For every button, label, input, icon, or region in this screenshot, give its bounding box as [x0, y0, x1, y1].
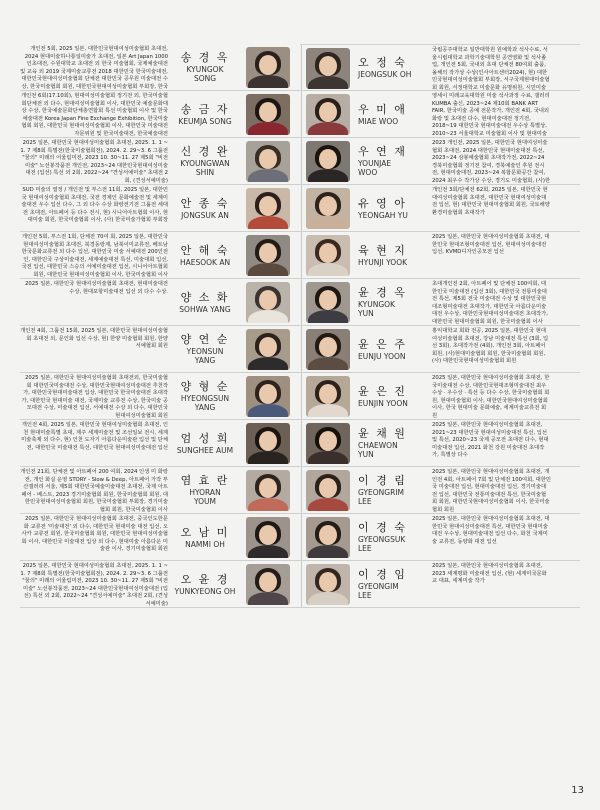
artist-english-name: KEUMJA SONG [178, 116, 232, 126]
artist-portrait [306, 564, 350, 605]
portrait-face [319, 196, 337, 216]
artist-bio: 2025 일본, 대한민국 현대여성미술협회 초대전, 중국인도한문화 교류전 '미술대전' 외 다수, 대한민국 현대미술 대전 입선, 오사카 교류전 회원, 한국미술협회 회원, 대한민국 현대여성미술협회 이사, 대한민국 미술대전 입상 외 다수, 현대미술 아름다운 미술관 이사, 경기미술협회 회원 [21, 516, 168, 553]
artist-name-block [170, 420, 240, 466]
portrait-face [259, 337, 277, 357]
artist-bio: 2025 일본, 대한민국 현대여성미술협회 초대전, 2023 세계평화 미술대전 입선, (현) 세계미국문화교 대표, 세계미술 작가 [432, 563, 547, 585]
artist-bio: 개인전 6회(17.10회), 현대여성미술협회 정기전 외, 한국미술협회단체전 외 다수, 현대여성미술협회 이사, 대한민국 예술문화대상 수상, 한국예술문화단체총연합회 특선 미술협회 이사 및 한국예술대전 Korea Japan Fine Exchange Exhibition, 한국미술협회 회원, 대한민국 현대여성미술협회 이사, 대한민국 미술대전 자문위원 및 한국미술대전, 한국예술대전 [20, 93, 168, 137]
artist-bio: 개인전 5회, 부스전 1회, 단체전 70여 회, 2025 일본, 대한민국 현대여성미술협회 초대전, 북경동랑제, 남북이미교류전, 베트남한국문화교류전 외 다수 입선, 대한민국 미술 서예대전 200인전인, 대한민국 구상미술대전, 세계예술대전 특선, 미술대회 입선, 국전 입선, 대한민국 스승의 서예미술대전 입선, 시니어아트협회 회원, 대한민국 현대여성미술협회 이사, 한국미술협회 이사 [21, 234, 168, 278]
portrait-body [308, 498, 348, 511]
artist-korean-name: 윤 은 진 [358, 384, 407, 398]
portrait-body [248, 263, 288, 276]
artist-korean-name: 유 영 아 [358, 196, 407, 210]
artist-bio: 2025 일본, 대한민국 현대여성미술협회 초대전, 현대미술대전 수상, 현대포항미술대전 입선 외 다수 수상. [25, 281, 168, 295]
artist-english-name: MIAE WOO [358, 116, 399, 126]
artist-bio: 2025 일본, 대한민국 현대여성미술협회 초대전, 2025. 1. 1 ~ 1. 7 제8회 특별전(한국미술협회전), 2024. 2. 29~3. 6 그룹전 "꿈의" 미래의 어울림미전, 2023 10. 30~11. 27 제5회 "비전미술" 노선봉작품전 개인전, 2023~24 대한민국현대여성미술대전 (입선) 특선 외 2회, 2022~24 "견성서예미술" 초대전 2회, (견성서예미술) [20, 140, 168, 184]
portrait-face [319, 525, 337, 545]
artist-name-block [170, 514, 240, 560]
artist-bio: 홍익대학교 회화 전공, 2025 일본, 대한민국 현대여성미술협회 초대전, 강남 미술대전 특선 (3회, 입선 3회), 초대작가전 (4회), 개인전 3회, 아트페어 회원, (사)현대미술협회 회원, 한국미술협회 회원, (사) 대한민국현대여성미술협회 회원 [432, 328, 549, 365]
artist-portrait [246, 329, 290, 370]
portrait-face [319, 56, 337, 76]
artist-entry [20, 514, 300, 561]
portrait-face [319, 149, 337, 169]
artist-entry [20, 467, 300, 514]
artist-portrait [306, 94, 350, 135]
artist-portrait [306, 329, 350, 370]
artist-name-block [356, 279, 428, 325]
artist-entry [300, 326, 580, 373]
artist-entry [300, 467, 580, 514]
artist-entry [300, 279, 580, 326]
artist-english-name: CHAEWON YUN [358, 441, 398, 459]
artist-bio: 초대개인전 2회, 아트페어 및 단체전 100여회, 대한민국 미술대전 (입선 3회), 대한민국 전통미술대전 특선, 제5회 전국 미술대전 수상 및 대한민국현대조형미술대전 초대작가, 대한민국 아름다운미술대전 우수상, 대한민국현대여성미술대전 초대작가, 대한민국 현대미술협회 회원, 한국미술협회 이사 [432, 281, 548, 325]
artist-entry [20, 185, 300, 232]
artist-english-name: HYUNJI YOOK [358, 257, 408, 267]
portrait-face [259, 196, 277, 216]
artist-english-name: HYEONGSUN YANG [180, 394, 230, 412]
portrait-body [248, 404, 288, 417]
artist-entry [20, 91, 300, 138]
artist-entry [300, 91, 580, 138]
artist-portrait [246, 517, 290, 558]
artist-english-name: EUNJIN YOON [358, 398, 408, 408]
artist-portrait [246, 376, 290, 417]
artist-portrait [246, 47, 290, 88]
artist-name-block [170, 138, 240, 184]
artist-bio: 2023 개인전, 2025 일본, 대한민국 현대여성미술협회 초대전, 2024 대한민국 현대미술대전 특선, 2023~24 삼봉예술협회 초대작가전, 2022~24 경북미술협회 정기전 참여, 경북예술인 후원 전시전, 현대미술대전, 2023~24 복합문화공간 참여, 2024 최우수 작가상 수상, 경기도 미술협회, (사)한 [432, 140, 551, 184]
portrait-face [259, 478, 277, 498]
artist-entry [20, 561, 300, 608]
artist-name-block [356, 138, 428, 184]
artist-portrait [246, 564, 290, 605]
artist-english-name: GYEONGSUK LEE [358, 535, 406, 553]
artist-english-name: KYOUNGWAN SHIN [180, 159, 230, 177]
portrait-body [248, 75, 288, 88]
artist-name-block [356, 373, 428, 419]
portrait-face [319, 102, 337, 122]
artist-name-block [356, 232, 428, 278]
portrait-face [319, 243, 337, 263]
artist-korean-name: 우 미 애 [358, 102, 407, 116]
artist-korean-name: 엄 성 희 [180, 431, 230, 445]
artist-entry [300, 514, 580, 561]
artist-portrait [246, 423, 290, 464]
artist-portrait [246, 188, 290, 229]
artist-korean-name: 이 경 림 [358, 474, 407, 487]
portrait-body [308, 451, 348, 464]
portrait-body [248, 310, 288, 323]
artist-name-block [356, 91, 428, 137]
artist-entry [300, 185, 580, 232]
artist-english-name: KYUNGOK SONG [186, 65, 224, 83]
artist-name-block [356, 326, 428, 372]
artist-entry [20, 326, 300, 373]
artist-korean-name: 송 금 자 [180, 102, 230, 116]
artist-bio: 2025 일본, 대한민국 현대여성미술협회 초대전, 한국미술대전 수상, 대한민국현대조형미술대전 최우수상 · 우수상 · 특선 등 다수 수상, 한국미술협회 회원, 현대미술협회 이사, 대한민국현대여성미술협회 이사, 한국 현대미술 문화예술, 세계미술교류전 회원 [432, 375, 550, 419]
artist-portrait [246, 141, 290, 182]
portrait-body [308, 545, 348, 558]
portrait-body [308, 169, 348, 182]
artist-name-block [170, 232, 240, 278]
artist-bio: 2025 일본, 대한민국 현대여성미술협회 초대전, 2025. 1. 1 ~ 1. 7 제8회 특별전(한국미술협회전), 2024. 2. 29~3. 6 그룹전 "꿈의" 미래의 어울림미전, 2023 10. 30~11. 27 제5회 "비전미술" 노선봉작품전, 2023~24 대한민국현대여성미술대전 (입선) 특선 외 2회, 2022~24 "견성서예미술" 초대전 2회, (견성서예미술) [20, 563, 168, 607]
artist-korean-name: 양 소 화 [180, 290, 230, 304]
artist-bio: 2025 일본, 대한민국 현대여성미술협회 초대전외, 한국미술협회 대한민국미술대전 수상, 대한민국현대여성미술대전 추천작가, 대한민국현대미술대전 입상, 대한민국 한국미술대전 초대작가, 대한민국 현대미술 대전, 국제미술 교류전 수상, 한국미술 공모대전 수상, 미술대전 입선, 서예대전 수상 외 다수, 대한민국 현대여성미술협회 회원 [21, 375, 168, 419]
artist-english-name: YEONGAH YU [358, 210, 408, 220]
artist-entry [300, 561, 580, 608]
artist-bio: 개인전 21회, 단체전 및 아트페어 200 여회, 2024 인생 미 화랑전, 개인 화실 운영 STORY - Slow & Deep, 아트페어 가작 부산갤러리 서울, 제5회 대한민국예술미술대전 초대전, 국제 아트페어 - 베스트, 2023 경기미술협회 회원, 한국미술협회 회원, 대한민국현대여성미술협회 회원, 한국미술협회 부회장, 경기미술협회 회원, 한국미술협회 이사 [20, 469, 168, 513]
artist-portrait [306, 517, 350, 558]
artist-korean-name: 이 경 임 [358, 568, 407, 581]
portrait-face [319, 337, 337, 357]
artist-english-name: EUNJU YOON [358, 351, 406, 361]
portrait-body [308, 76, 348, 89]
portrait-face [259, 431, 277, 451]
artist-bio: SUD 미술의 열정 / 개인전 및 부스전 11회, 2025 일본, 대한민국 현대여성미술협회 초대전, 국전 경제인 문화예술전 및 세계미술대전 우수 입선 다수, 그 외 다수 수상 화랑전기전 그룹전 세대전 초대전, 아트페어 등 다수 전시, 현) 시니어아트협회 이사, 현대미술 회원, 한국미술협회 이사, (사) 한국미술가협회 부회장 [21, 187, 168, 224]
artist-english-name: JONGSUK AN [181, 210, 229, 220]
artist-name-block [356, 185, 428, 231]
artist-korean-name: 윤 경 옥 [358, 286, 407, 299]
portrait-face [259, 102, 277, 122]
portrait-face [259, 149, 277, 169]
artist-english-name: GYEONGIM LEE [358, 582, 399, 600]
portrait-body [308, 216, 348, 229]
artist-portrait [246, 94, 290, 135]
artist-entry [20, 420, 300, 467]
portrait-body [308, 404, 348, 417]
artist-name-block [170, 326, 240, 372]
artist-korean-name: 양 연 순 [180, 333, 230, 346]
portrait-body [308, 592, 348, 605]
artist-english-name: KYUNGOK YUN [358, 300, 395, 318]
portrait-body [248, 216, 288, 229]
artist-korean-name: 육 현 지 [358, 243, 407, 257]
artist-portrait [306, 188, 350, 229]
portrait-face [319, 384, 337, 404]
portrait-face [319, 478, 337, 498]
artist-korean-name: 송 경 옥 [180, 51, 230, 64]
artist-name-block [170, 467, 240, 513]
left-column [20, 44, 300, 608]
artist-bio: 개인전 5회, 2025 일본, 대한민국현대여성미술협회 초대전, 2024 현대미술하나통일미술가 초대전, 일본 Art Japan 1000인초대전, 수원대학교 초대전 외 한국 미술협회, 국제예술대전 및 교육 외 2019 국제미술교류전 2018 대한민국 한국미술대전, 대한민국현대여성미술협회 단체전 대한민국 공무원 미술대전 수상, 한국미술협회 회원, 대한민국현대여성미술협회 부회장, 한국 [20, 46, 168, 90]
artist-entry [300, 44, 580, 91]
artist-portrait [246, 470, 290, 511]
artist-english-name: HAESOOK AN [179, 257, 231, 267]
artist-portrait [306, 423, 350, 464]
artist-english-name: YEONSUN YANG [186, 347, 224, 365]
artist-name-block [170, 373, 240, 419]
artist-name-block [170, 185, 240, 231]
portrait-face [259, 290, 277, 310]
artist-bio: 국립공주대학교 일반대학원 원예학과 석사수료, 서울시립대학교 과학기술대학원 공연영화 및 석사졸업, 개인전 5회, 국내외 초대 단체전 80여회 출품, 올해의 작가상 수상(인사아트센터2024), 현) 대한민국현대여성미술협회 부회장, 서구국제현대미술협회 회원, 서정대학교 미술문화 유명위원, 시민미술 [432, 47, 550, 90]
artist-name-block [170, 279, 240, 325]
artist-portrait [246, 235, 290, 276]
artist-portrait [246, 282, 290, 323]
artist-name-block [356, 467, 428, 513]
artist-portrait [306, 48, 350, 89]
artist-name-block [170, 561, 240, 607]
artist-korean-name: 양 형 순 [180, 380, 230, 393]
portrait-body [308, 357, 348, 370]
artist-english-name: GYEONGRIM LEE [358, 488, 404, 506]
portrait-face [319, 290, 337, 310]
artist-bio: 2025 일본, 대한민국 현대여성미술협회 초대전, 대한민국 현대조형미술대전 입선, 현대여성미술대전 입선, KVMD디자인공모전 입선 [432, 234, 550, 256]
artist-portrait [306, 235, 350, 276]
right-column [300, 44, 580, 608]
artist-english-name: HYORAN YOUM [189, 488, 221, 506]
artist-english-name: YUNKYEONG OH [174, 586, 236, 596]
artist-korean-name: 신 경 완 [180, 145, 230, 158]
artist-entry [20, 44, 300, 91]
artist-korean-name: 오 윤 경 [180, 572, 230, 586]
artist-name-block [170, 91, 240, 137]
artist-portrait [306, 470, 350, 511]
artist-bio: 개인전 4회, 그룹전 15회, 2025 일본, 대한민국 현대여성미술협회 초대전 외, 문인화 입선 수상, 현) 한양 미술협회 회원, 한양 서예협회 회원 [20, 328, 168, 350]
artist-bio: 개인전 4회, 2025 일본, 대한민국 현대여성미술협회 초대전, 인천 현대미술특별 초대, 제주 세계미술전 및 조선일보 전시, 세계미술축제 외 다수, 현) 인천 도자기 아름다운미술관 입선 및 단체전, 대한민국 미술대전 특선, 대한민국 현대여성미술대전 입선 [21, 422, 168, 451]
portrait-body [248, 169, 288, 182]
artist-bio: 개인전 3회/단체전 62회, 2025 일본, 대한민국 현대여성미술협회 초대전, 대한민국 현대여성미술대전 입선, 현) 대한민국 현대미술협회 회원, 국토해양환경미술협회 초대작가 [432, 187, 550, 216]
artist-portrait [306, 282, 350, 323]
artist-entry [300, 232, 580, 279]
portrait-body [248, 357, 288, 370]
portrait-body [308, 310, 348, 323]
portrait-face [259, 243, 277, 263]
artist-korean-name: 염 효 란 [180, 474, 230, 487]
portrait-body [248, 451, 288, 464]
artist-portrait [306, 141, 350, 182]
artist-name-block [170, 44, 240, 90]
artist-korean-name: 오 남 미 [180, 525, 230, 539]
artist-entry [300, 373, 580, 420]
portrait-body [248, 592, 288, 605]
artist-bio: 2025 일본, 대한민국 현대여성미술협회 초대전, 대한민국 현대여성미술대전 특선, 대한민국 현대미술대전 우수상, 현대미술대전 입선 다수, 화천 국제미술 교류전, 동양화 대전 입선 [432, 516, 550, 545]
artist-portrait [306, 376, 350, 417]
portrait-body [248, 545, 288, 558]
artist-korean-name: 윤 은 주 [358, 337, 407, 351]
artist-entry [300, 138, 580, 185]
artist-english-name: SUNGHEE AUM [176, 445, 234, 455]
artist-korean-name: 윤 채 원 [358, 427, 407, 440]
artist-english-name: JEONGSUK OH [358, 70, 412, 79]
artist-name-block [356, 420, 428, 466]
artist-english-name: YOUNJAE WOO [358, 159, 392, 177]
portrait-face [259, 384, 277, 404]
artist-english-name: SOHWA YANG [179, 304, 231, 314]
artist-korean-name: 오 정 숙 [358, 56, 407, 69]
portrait-face [259, 525, 277, 545]
artist-bio: 2025 일본, 대한민국 현대여성미술협회 초대전, 개인전 4회, 아트페어 7회 및 단체전 100여회, 대한민국 미술대전 입선, 현대미술대전 입선, 경기미술대전 입선, 대한민국 전통미술대전 특선, 한국미술협회 회원, 대한민국현대여성미술협회 이사, 한국미술협회 회원 [432, 469, 551, 513]
portrait-body [248, 498, 288, 511]
portrait-face [259, 572, 277, 592]
artist-entry [20, 279, 300, 326]
artist-korean-name: 안 해 숙 [180, 243, 230, 257]
portrait-face [259, 55, 277, 75]
artist-name-block [356, 45, 428, 90]
artist-bio: 2025 일본, 대한민국 현대여성미술협회 초대전, 2021~23 대한민국 현대여성미술대전 특선, 입선 및 특선, 2020~23 국제 공모전 초대전 다수, 현대미술대전 입선, 2021 화천 강원 미술대전 초대작가, 특별상 다수 [432, 422, 549, 459]
artist-korean-name: 이 경 숙 [358, 521, 407, 534]
page-number: 13 [571, 785, 584, 796]
artist-korean-name: 우 연 재 [358, 145, 407, 158]
portrait-body [248, 122, 288, 135]
artist-name-block [356, 514, 428, 560]
artist-entry [300, 420, 580, 467]
artist-entry [20, 373, 300, 420]
artist-entry [20, 232, 300, 279]
artist-korean-name: 안 종 숙 [180, 196, 230, 210]
artist-english-name: NAMMI OH [185, 539, 225, 549]
portrait-body [308, 122, 348, 135]
artist-entry [20, 138, 300, 185]
portrait-face [319, 572, 337, 592]
artist-name-block [356, 561, 428, 607]
portrait-body [308, 263, 348, 276]
portrait-face [319, 431, 337, 451]
artist-bio: 영세이 미래교육대학원 미술 석사과정 수료, 갤러리 KUMBA 출신, 2023~24 제10회 BANK ART FAIR, 한국미술 공예 전문작가, 개인전 4회, 국내외 화랑 및 초대전 다수, 현대미술대전 정기전, 2018~19 대한민국 현대미술대전 우수상 특별상, 2010~23 서울대학교 미술협회 이사 및 현대미술 [432, 93, 550, 137]
